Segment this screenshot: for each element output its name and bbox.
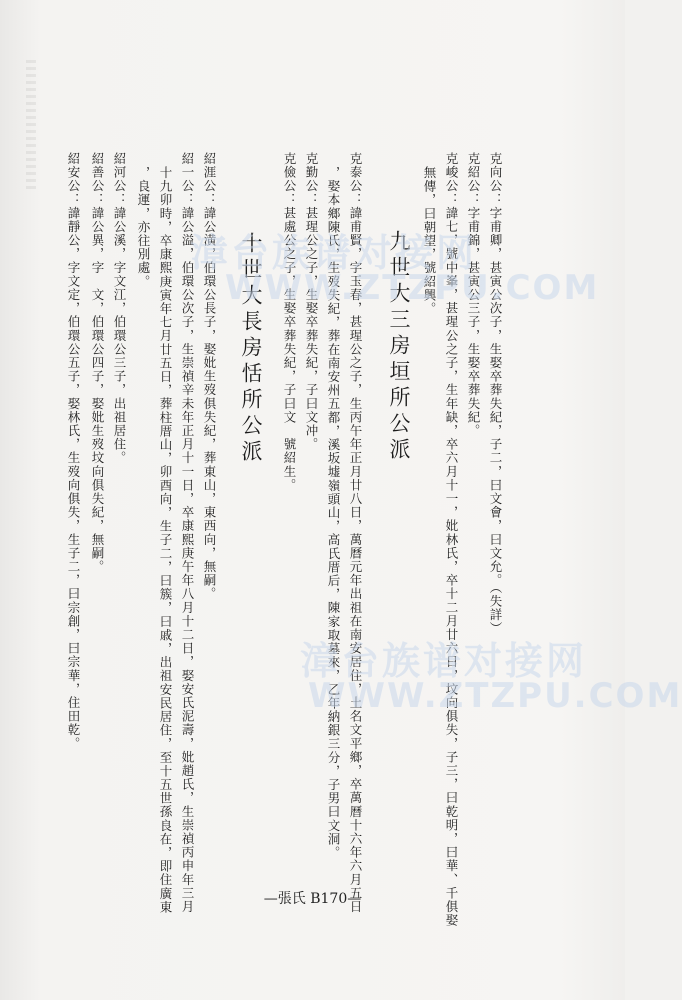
text-column: 紹涯公：諱公潢，伯環公長子，娶妣生歿俱失紀，葬東山，東西向，無嗣。 — [202, 152, 217, 601]
binding-edge — [26, 60, 36, 190]
text-column: 克泰公：諱甫賢，字玉春，甚瑆公之子，生丙午年正月廿八日，萬曆元年出祖在南安居住，土名文平鄉，卒萬曆十六年六月五日 — [348, 152, 363, 914]
watermark-text: 漳台族谱对接网 — [300, 639, 588, 683]
text-column: 紹河公：諱公溪，字文江，伯環公三子，出祖居住。 — [112, 152, 127, 465]
text-column: 克紹公：字甫錦，甚寅公三子，生娶卒葬失紀。 — [466, 152, 481, 438]
text-column: 克儉公：甚處公之子，生娶卒葬失紀，子曰文 號紹生。 — [282, 152, 297, 492]
text-column: 克向公：字甫卿，甚寅公次子，生娶卒葬失紀，子二，曰文會，曰文允。（失詳） — [488, 152, 503, 636]
text-column: 克峻公：諱七，號中峯，甚瑆公之子，生年缺，卒六月十一，妣林氏，卒十二月廿六日，坟向俱失，子三，曰乾明，曰華、千俱娶 — [444, 152, 459, 928]
text-column: 紹一公：諱公溢，伯環公次子，生崇禎辛未年正月十一日，卒康熙庚午年八月十二日，娶安氏泥壽，妣趙氏，生崇禎丙申年三月 — [180, 152, 195, 914]
watermark-url: WWW.ZTZPU.COM — [225, 268, 600, 308]
text-column: 紹安公：諱靜公，字文定，伯環公五子，娶林氏，生歿向俱失，生子二，曰宗創，曰宗華，住田乾。 — [66, 152, 81, 751]
text-column: 紹善公：諱公異，字 文，伯環公四子，娶妣生歿坟向俱失紀，無嗣。 — [90, 152, 105, 574]
page-number: —張氏 B170— — [263, 891, 362, 907]
section-heading-ninth: 九世大三房垣所公派 — [387, 230, 411, 464]
watermark-text: 漳台族谱对接网 — [190, 231, 478, 275]
text-column: 克勤公：甚瑆公之子，生娶卒葬失紀，子曰文冲。 — [304, 152, 319, 452]
text-column: 無傳，曰朝望，號紹興。 — [422, 166, 437, 316]
section-heading-tenth: 十世大長房恬所公派 — [239, 232, 263, 466]
text-column: ，娶本鄉陳氏，生歿失紀，葬在南安州五都，溪坂墟嶺頭山，高氏厝后，陳家取墓來，乙年納銀三分，子男曰文洞。 — [326, 166, 341, 860]
watermark-url: WWW.ZTZPU.COM — [308, 676, 682, 716]
text-column: ，良運，亦往別處。 — [136, 166, 151, 289]
text-column: 十九卯時，卒康熙庚寅年七月廿五日，葬柱厝山，卯酉向，生子二，曰簇，曰戚，出祖安民居住，至十五世孫良在，即住廣東 — [158, 166, 173, 914]
